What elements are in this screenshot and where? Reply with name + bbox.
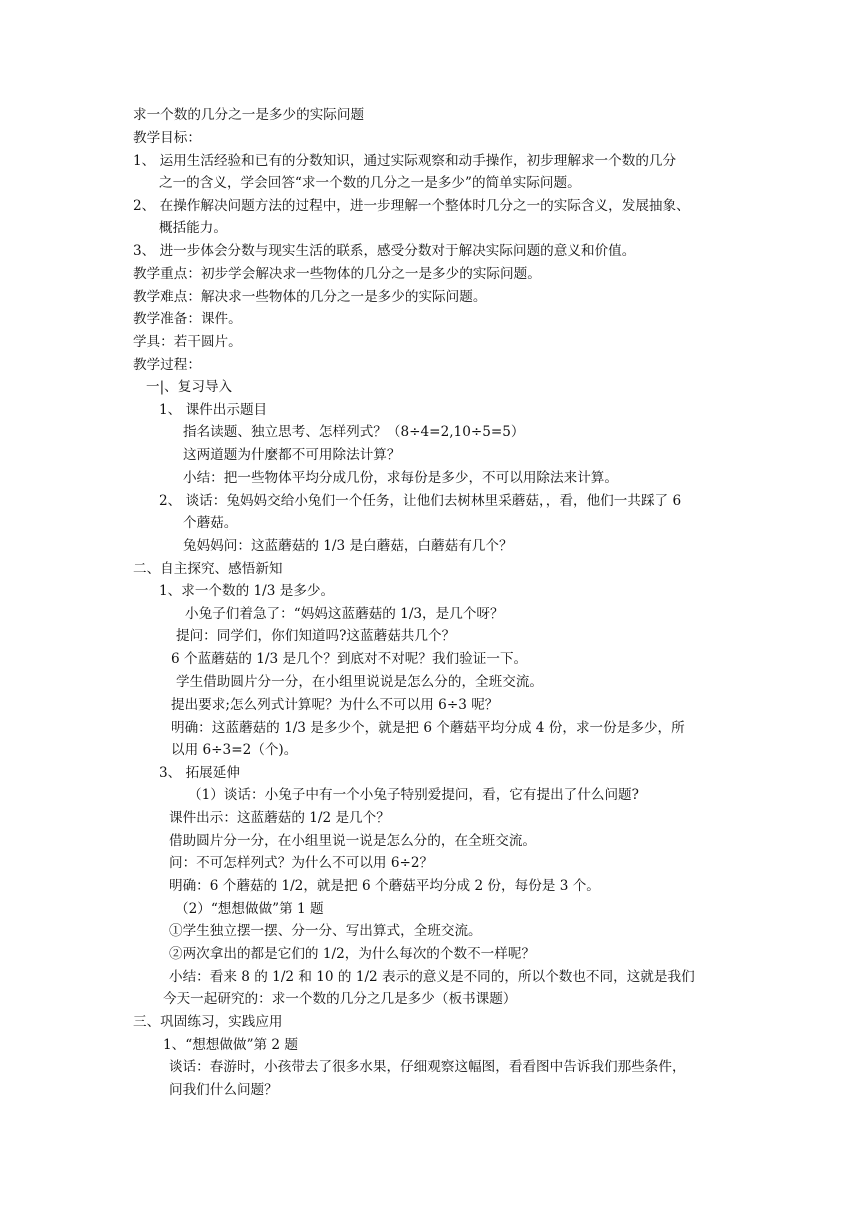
- text-line: 借助圆片分一分，在小组里说一说是怎么分的，在全班交流。: [169, 833, 537, 849]
- text-line: 教学准备：课件。: [133, 311, 242, 327]
- text-line: 1、 运用生活经验和已有的分数知识，通过实际观察和动手操作，初步理解求一个数的几分: [133, 153, 677, 169]
- section-heading: 教学目标：: [133, 130, 201, 146]
- text-line: 兔妈妈问：这蓝蘑菇的 1/3 是白蘑菇，白蘑菇有几个？: [183, 538, 513, 554]
- text-line: 提出要求;怎么列式计算呢？为什么不可以用 6÷3 呢？: [171, 697, 499, 713]
- text-line: 2、 在操作解决问题方法的过程中，进一步理解一个整体时几分之一的实际含义，发展抽象、: [133, 198, 690, 214]
- section-heading: 一|、复习导入: [146, 379, 233, 395]
- text-line: 今天一起研究的：求一个数的几分之几是多少（板书课题）: [163, 991, 517, 1007]
- section-heading: 二、自主探究、感悟新知: [133, 561, 283, 577]
- text-line: ①学生独立摆一摆、分一分、写出算式，全班交流。: [169, 923, 482, 939]
- text-line: 以用 6÷3=2（个)。: [171, 742, 298, 758]
- text-line: 提问：同学们，你们知道吗?这蓝蘑菇共几个？: [176, 628, 456, 644]
- text-line: 1、“想想做做”第 2 题: [163, 1037, 298, 1053]
- text-line: 6 个蓝蘑菇的 1/3 是几个？到底对不对呢？我们验证一下。: [171, 651, 528, 667]
- text-line: 3、 拓展延伸: [159, 765, 240, 781]
- section-heading: 三、巩固练习，实践应用: [133, 1014, 283, 1030]
- doc-title: 求一个数的几分之一是多少的实际问题: [133, 107, 365, 123]
- text-line: 指名读题、独立思考、怎样列式？（8÷4=2,10÷5=5）: [183, 424, 525, 440]
- text-line: 学生借助圆片分一分，在小组里说说是怎么分的，全班交流。: [176, 674, 544, 690]
- text-line: 问：不可怎样列式？为什么不可以用 6÷2？: [169, 855, 434, 871]
- text-line: 1、求一个数的 1/3 是多少。: [159, 583, 335, 599]
- text-line: 明确：这蓝蘑菇的 1/3 是多少个，就是把 6 个蘑菇平均分成 4 份，求一份是多少，所: [171, 720, 685, 736]
- text-line: 教学重点：初步学会解决求一些物体的几分之一是多少的实际问题。: [133, 266, 541, 282]
- section-heading: 教学过程：: [133, 357, 201, 373]
- text-line: 1、 课件出示题目: [159, 402, 268, 418]
- text-line: 明确：6 个蘑菇的 1/2，就是把 6 个蘑菇平均分成 2 份，每份是 3 个。: [169, 878, 600, 894]
- text-line: （2）“想想做做”第 1 题: [175, 901, 324, 917]
- text-line: 小结：把一些物体平均分成几份，求每份是多少，不可以用除法来计算。: [183, 470, 618, 486]
- text-line: 问我们什么问题？: [169, 1082, 278, 1098]
- text-line: 学具：若干圆片。: [133, 334, 242, 350]
- text-line: 小结：看来 8 的 1/2 和 10 的 1/2 表示的意义是不同的，所以个数也不同，这就是我们: [169, 969, 695, 985]
- text-line: 个蘑菇。: [183, 515, 238, 531]
- text-line: 3、 进一步体会分数与现实生活的联系，感受分数对于解决实际问题的意义和价值。: [133, 243, 636, 259]
- text-line: 课件出示：这蓝蘑菇的 1/2 是几个？: [169, 810, 390, 826]
- text-line: 教学难点：解决求一些物体的几分之一是多少的实际问题。: [133, 289, 487, 305]
- text-line: 概括能力。: [159, 220, 227, 236]
- text-line: 谈话：春游时，小孩带去了很多水果，仔细观察这幅图，看看图中告诉我们那些条件，: [169, 1059, 686, 1075]
- text-line: ②两次拿出的都是它们的 1/2，为什么每次的个数不一样呢？: [169, 946, 536, 962]
- text-line: （1）谈话：小兔子中有一个小兔子特别爱提问，看，它有提出了什么问题?: [188, 787, 639, 803]
- text-line: 这两道题为什麼都不可用除法计算？: [183, 447, 401, 463]
- text-line: 之一的含义，学会回答“求一个数的几分之一是多少”的简单实际问题。: [159, 175, 581, 191]
- text-line: 小兔子们着急了：“妈妈这蓝蘑菇的 1/3，是几个呀？: [185, 606, 504, 622]
- text-line: 2、 谈话：兔妈妈交给小兔们一个任务，让他们去树林里采蘑菇，，看，他们一共踩了 6: [159, 493, 682, 509]
